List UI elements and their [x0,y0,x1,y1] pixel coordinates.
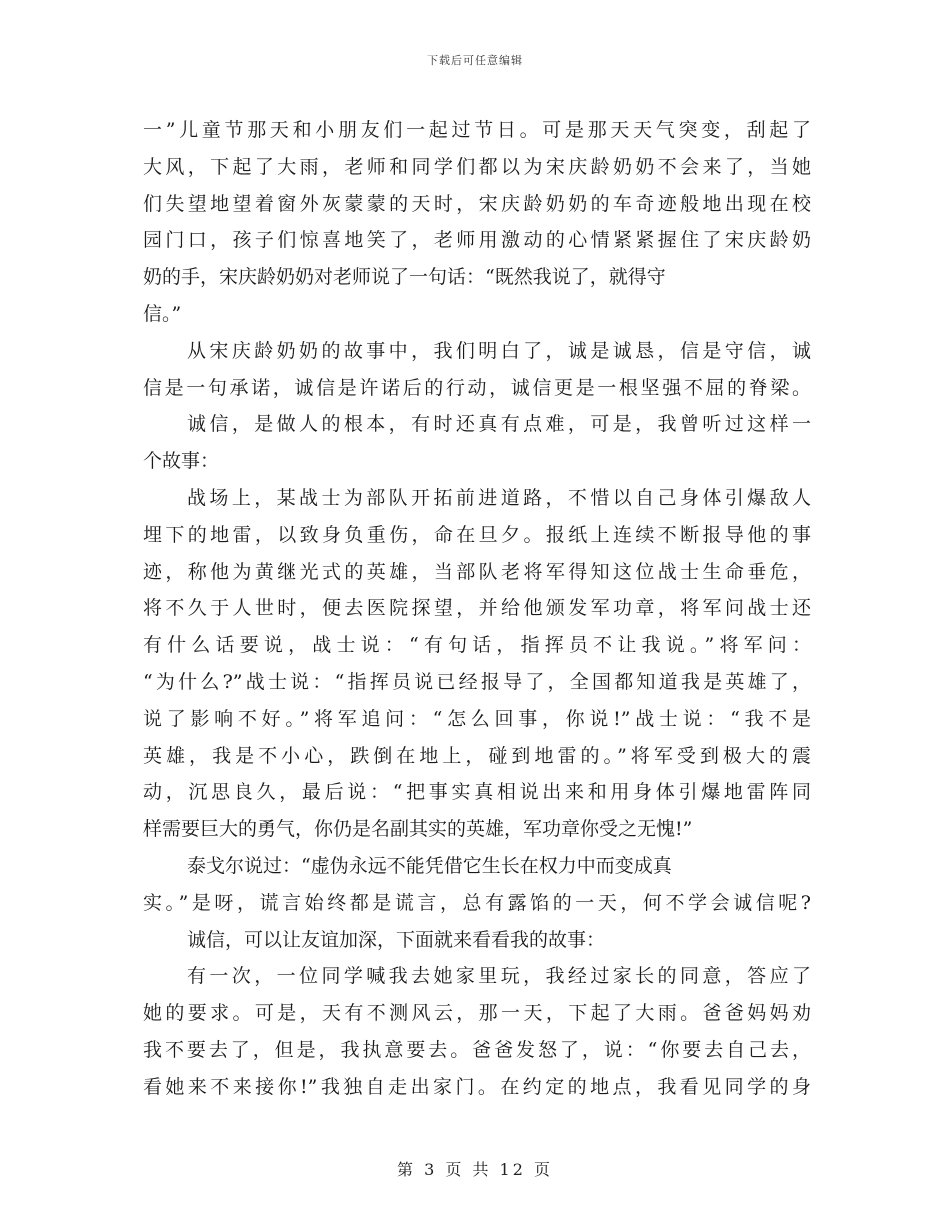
page-footer [0,1157,950,1180]
text-line: 们失望地望着窗外灰蒙蒙的天时，宋庆龄奶奶的车奇迹般地出现在校 [143,192,811,215]
text-line: 说了影响不好。”将军追问：“怎么回事，你说!”战士说：“我不是 [143,707,811,730]
text-line: 战场上，某战士为部队开拓前进道路，不惜以自己身体引爆敌人 [187,486,811,509]
text-line: 将不久于人世时，便去医院探望，并给他颁发军功章，将军问战士还 [143,597,811,620]
text-line: “为什么?”战士说：“指挥员说已经报导了，全国都知道我是英雄了， [143,670,811,693]
text-line: 个故事： [143,450,220,473]
page-number-label: 第 3 页 共 12 页 [397,1160,553,1179]
text-line: 园门口，孩子们惊喜地笑了，老师用激动的心情紧紧握住了宋庆龄奶 [143,229,811,252]
text-line: 有一次，一位同学喊我去她家里玩，我经过家长的同意，答应了 [187,965,811,988]
text-line: 动，沉思良久，最后说：“把事实真相说出来和用身体引爆地雷阵同 [143,781,811,804]
text-line: 一”儿童节那天和小朋友们一起过节日。可是那天天气突变，刮起了 [143,119,811,141]
text-line: 信是一句承诺，诚信是许诺后的行动，诚信更是一根坚强不屈的脊梁。 [143,376,811,399]
text-line: 奶的手，宋庆龄奶奶对老师说了一句话：“既然我说了，就得守 [143,266,666,289]
text-line: 从宋庆龄奶奶的故事中，我们明白了，诚是诚恳，信是守信，诚 [187,339,811,362]
text-line: 样需要巨大的勇气，你仍是名副其实的英雄，军功章你受之无愧!” [143,818,693,841]
text-line: 诚信，可以让友谊加深，下面就来看看我的故事： [187,928,606,951]
text-line: 实。”是呀，谎言始终都是谎言，总有露馅的一天，何不学会诚信呢? [143,891,811,914]
text-line: 她的要求。可是，天有不测风云，那一天，下起了大雨。爸爸妈妈劝 [143,1002,811,1025]
text-line: 信。” [143,302,182,325]
page-header: 下载后可任意编辑 [427,54,523,67]
text-line: 诚信，是做人的根本，有时还真有点难，可是，我曾听过这样一 [187,413,811,436]
text-line: 泰戈尔说过：“虚伪永远不能凭借它生长在权力中而变成真 [187,854,672,877]
text-line: 看她来不来接你!”我独自走出家门。在约定的地点，我看见同学的身 [143,1075,811,1098]
text-line: 埋下的地雷，以致身负重伤，命在旦夕。报纸上连续不断报导他的事 [143,523,811,546]
body-text [143,112,811,1106]
text-line: 有什么话要说，战士说：“有句话，指挥员不让我说。”将军问： [143,634,811,657]
text-line: 英雄，我是不小心，跌倒在地上，碰到地雷的。”将军受到极大的震 [143,744,811,767]
text-line: 大风，下起了大雨，老师和同学们都以为宋庆龄奶奶不会来了，当她 [143,155,811,178]
text-line: 迹，称他为黄继光式的英雄，当部队老将军得知这位战士生命垂危， [143,560,811,583]
text-line: 我不要去了，但是，我执意要去。爸爸发怒了，说：“你要去自己去， [143,1038,811,1061]
